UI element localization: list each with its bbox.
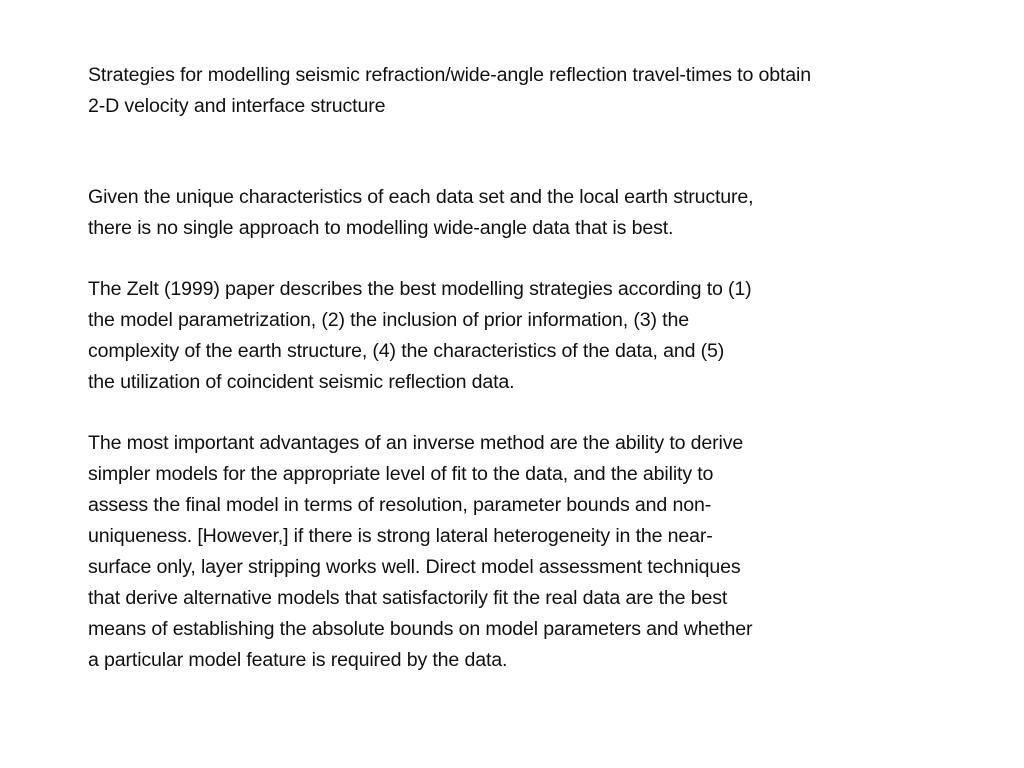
slide-title: [88, 60, 1000, 122]
paragraph-line: the utilization of coincident seismic reflection data.: [88, 371, 515, 393]
paragraph-line: uniqueness. [However,] if there is strong lateral heterogeneity in the near-: [88, 525, 713, 547]
paragraph-line: simpler models for the appropriate level of fit to the data, and the ability to: [88, 463, 714, 485]
paragraph-line: there is no single approach to modelling wide-angle data that is best.: [88, 217, 674, 239]
title-line: Strategies for modelling seismic refraction/wide-angle reflection travel-times to obtain: [88, 64, 811, 86]
paragraph-line: complexity of the earth structure, (4) the characteristics of the data, and (5): [88, 340, 725, 362]
slide-content: [88, 60, 1000, 706]
paragraph-intro: [88, 182, 1000, 244]
paragraph-inverse-method: [88, 428, 1000, 676]
paragraph-line: a particular model feature is required by the data.: [88, 649, 508, 671]
paragraph-line: the model parametrization, (2) the inclusion of prior information, (3) the: [88, 309, 689, 331]
paragraph-line: means of establishing the absolute bounds on model parameters and whether: [88, 618, 753, 640]
paragraph-line: Given the unique characteristics of each data set and the local earth structure,: [88, 186, 754, 208]
title-line: 2-D velocity and interface structure: [88, 95, 386, 117]
paragraph-line: surface only, layer stripping works well. Direct model assessment techniques: [88, 556, 741, 578]
paragraph-line: that derive alternative models that satisfactorily fit the real data are the best: [88, 587, 728, 609]
paragraph-line: The Zelt (1999) paper describes the best modelling strategies according to (1): [88, 278, 752, 300]
paragraph-line: The most important advantages of an inverse method are the ability to derive: [88, 432, 744, 454]
paragraph-line: assess the final model in terms of resolution, parameter bounds and non-: [88, 494, 712, 516]
paragraph-zelt-strategies: [88, 274, 1000, 398]
